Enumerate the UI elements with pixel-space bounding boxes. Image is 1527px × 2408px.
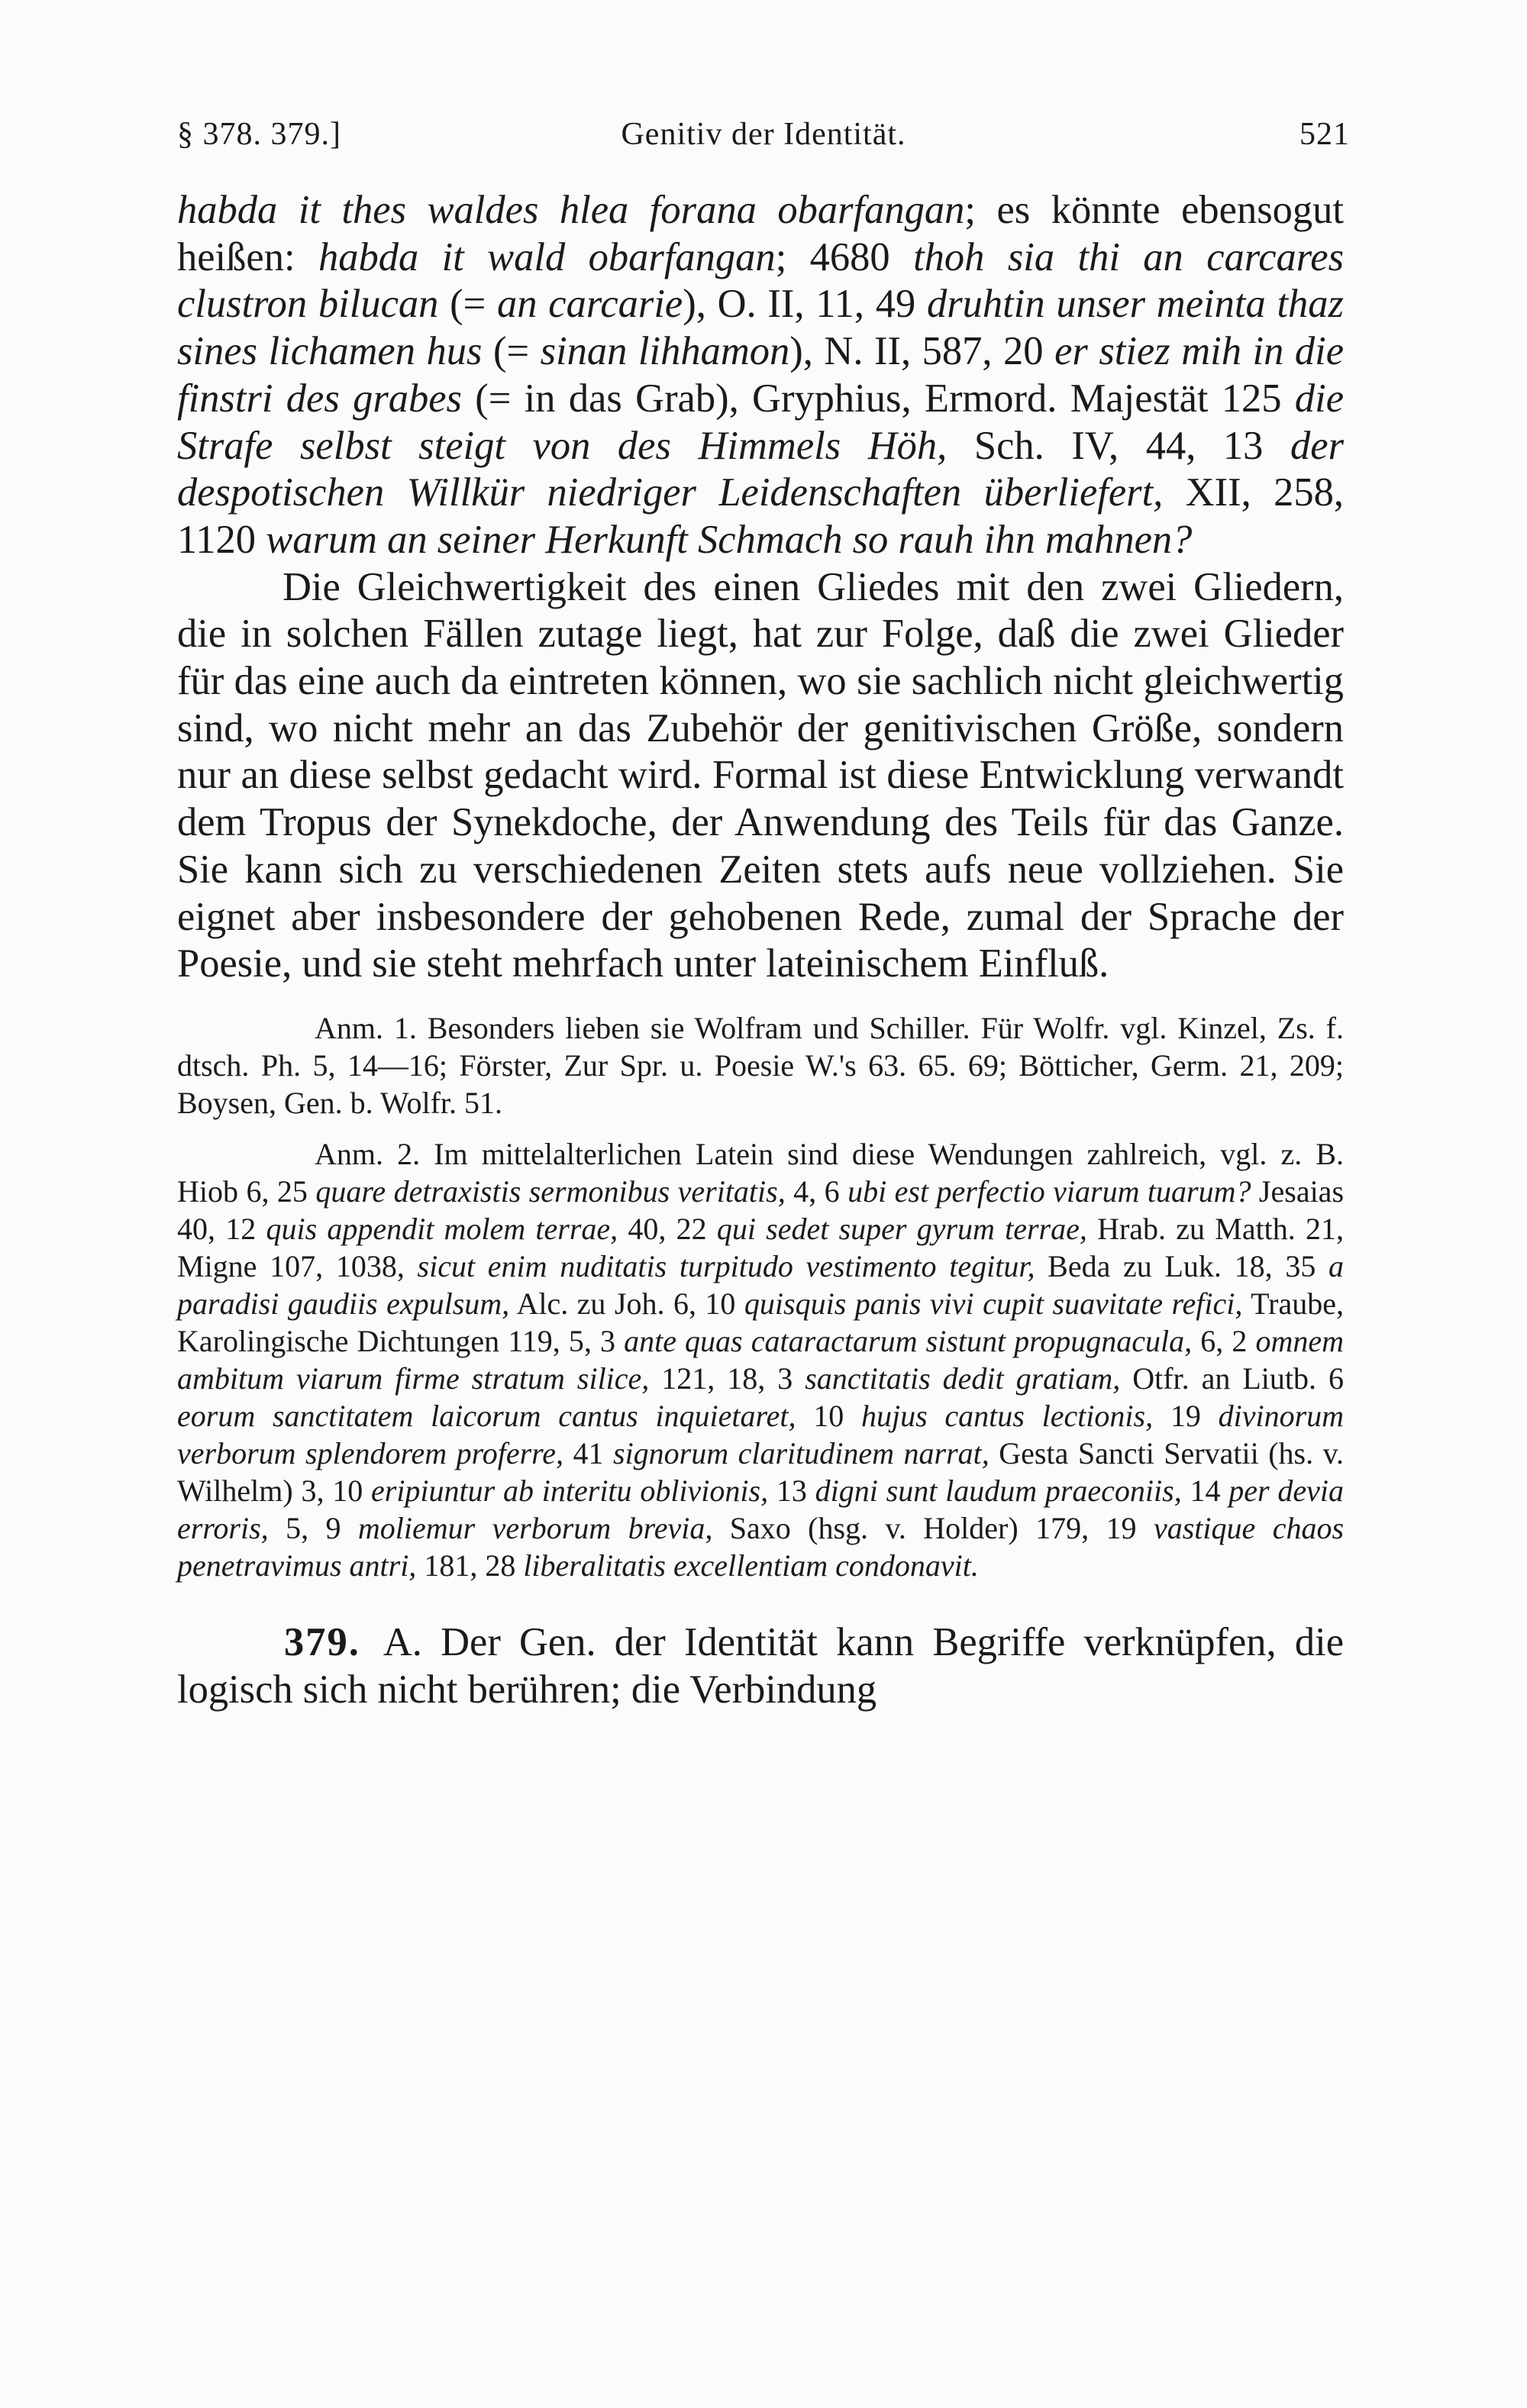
section-reference: § 378. 379.]	[177, 117, 341, 152]
annotation-2: Anm. 2. Im mittelalterlichen Latein sind diese Wendungen zahlreich, vgl. z. B. Hiob 6, 25 quare detraxistis sermonibus veritatis, 4, 6 ubi est perfectio viarum tuarum? Jesaias 40, 12 quis appendit molem terrae, 40, 22 qui sedet super gyrum terrae, Hrab. zu Matth. 21, Migne 107, 1038, sicut enim nuditatis turpitudo vestimento tegitur, Beda zu Luk. 18, 35 a paradisi gaudiis expulsum, Alc. zu Joh. 6, 10 quisquis panis vivi cupit suavitate refici, Traube, Karolingische Dichtungen 119, 5, 3 ante quas cataractarum sistunt propugnacula, 6, 2 omnem ambitum viarum firme stratum silice, 121, 18, 3 sanctitatis dedit gratiam, Otfr. an Liutb. 6 eorum sanctitatem laicorum cantus inquietaret, 10 hujus cantus lectionis, 19 divinorum verborum splendorem proferre, 41 signorum claritudinem narrat, Gesta Sancti Servatii (hs. v. Wilhelm) 3, 10 eripiuntur ab interitu oblivionis, 13 digni sunt laudum praeconiis, 14 per devia erroris, 5, 9 moliemur verborum brevia, Saxo (hsg. v. Holder) 179, 19 vastique chaos penetravimus antri, 181, 28 liberalitatis excellentiam condonavit.	[177, 1136, 1345, 1583]
section-379	[177, 1619, 1344, 1713]
section-number: 379.	[284, 1619, 360, 1664]
annotation-label: Anm. 2.	[315, 1136, 421, 1171]
page-body	[177, 187, 1344, 1754]
annotation-label: Anm. 1.	[315, 1010, 417, 1045]
running-title: Genitiv der Identität.	[621, 117, 906, 152]
paragraph-citations: habda it thes waldes hlea forana obarfangan; es könnte ebensogut heißen: habda it wald obarfangan; 4680 thoh sia thi an carcares clustron bilucan (= an carcarie), O. II, 11, 49 druhtin unser meinta thaz sines lichamen hus (= sinan lihhamon), N. II, 587, 20 er stiez mih in die finstri des grabes (= in das Grab), Gryphius, Ermord. Majestät 125 die Strafe selbst steigt von des Himmels Höh, Sch. IV, 44, 13 der despotischen Willkür niedriger Leidenschaften überliefert, XII, 258, 1120 warum an seiner Herkunft Schmach so rauh ihn mahnen?	[177, 188, 1345, 562]
annotations	[177, 1009, 1344, 1584]
section-text: A. Der Gen. der Identität kann Begriffe verknüpfen, die logisch sich nicht berühren; die Verbindung	[177, 1619, 1344, 1712]
paragraph-gleichwertigkeit: Die Gleichwertigkeit des einen Gliedes mit den zwei Gliedern, die in solchen Fällen zutage liegt, hat zur Folge, daß die zwei Glieder für das eine auch da eintreten können, wo sie sachlich nicht gleichwertig sind, wo nicht mehr an das Zubehör der genitivischen Größe, sondern nur an diese selbst gedacht wird. Formal ist diese Entwicklung verwandt dem Tropus der Synekdoche, der Anwendung des Teils für das Ganze. Sie kann sich zu verschiedenen Zeiten stets aufs neue vollziehen. Sie eignet aber insbesondere der gehobenen Rede, zumal der Sprache der Poesie, und sie steht mehrfach unter lateinischem Einfluß.	[177, 564, 1344, 986]
running-header	[177, 116, 1350, 153]
annotation-1: Anm. 1. Besonders lieben sie Wolfram und Schiller. Für Wolfr. vgl. Kinzel, Zs. f. dtsch. Ph. 5, 14—16; Förster, Zur Spr. u. Poesie W.'s 63. 65. 69; Bötticher, Germ. 21, 209; Boysen, Gen. b. Wolfr. 51.	[177, 1010, 1344, 1120]
page-number: 521	[1299, 117, 1350, 152]
